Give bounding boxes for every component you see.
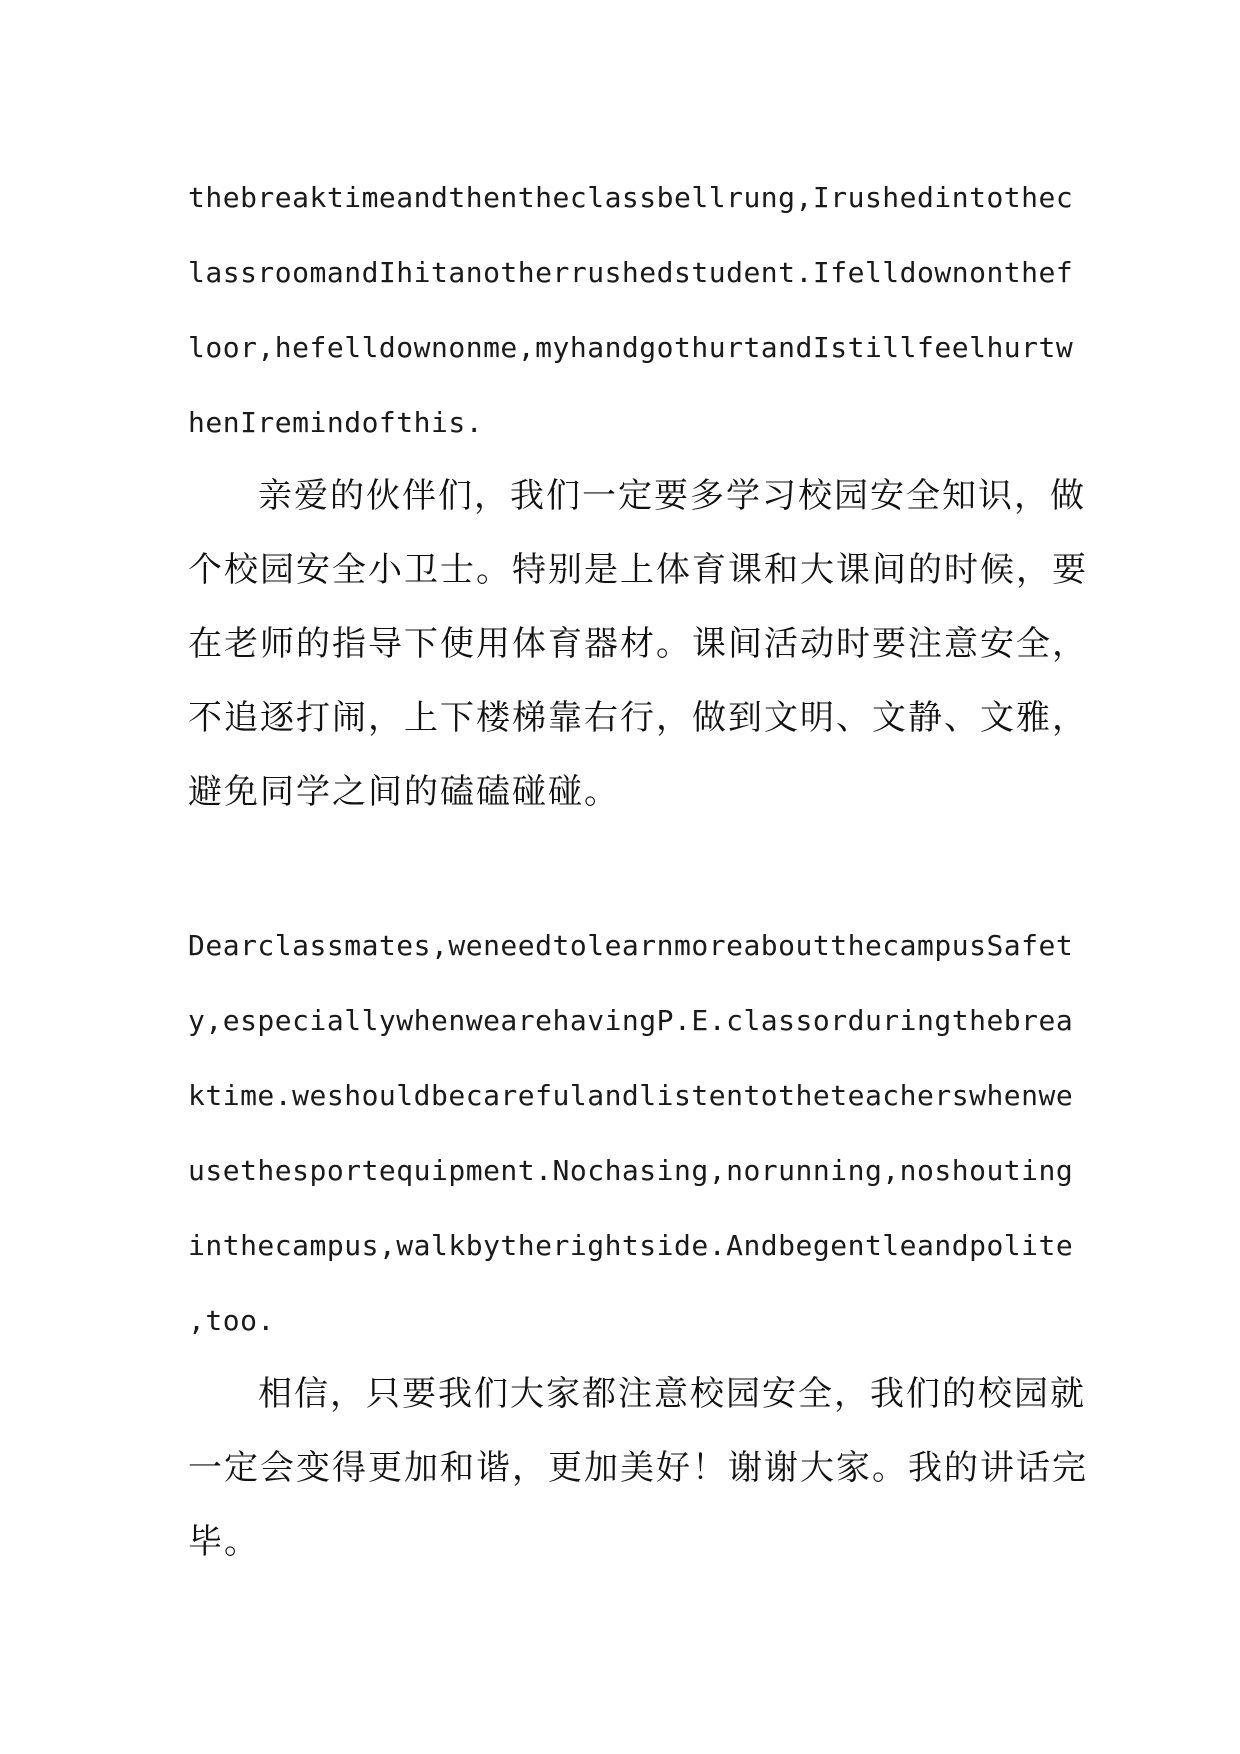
text-line: henIremindofthis.	[188, 406, 484, 439]
text-line: usethesportequipment.Nochasing,norunning,noshouting	[188, 1154, 1074, 1187]
english-story-paragraph	[188, 160, 1074, 460]
text-line: Dearclassmates,weneedtolearnmoreaboutthecampusSafet	[188, 929, 1074, 962]
text-line: lassroomandIhitanotherrushedstudent.Ifelldownonthef	[188, 256, 1074, 289]
text-line: 一定会变得更加和谐，更加美好！谢谢大家。我的讲话完	[188, 1448, 1088, 1488]
text-line: 亲爱的伙伴们，我们一定要多学习校园安全知识，做	[258, 476, 1086, 516]
text-line: 相信，只要我们大家都注意校园安全，我们的校园就	[258, 1374, 1086, 1414]
english-advice-paragraph	[188, 908, 1074, 1358]
text-line: 在老师的指导下使用体育器材。课间活动时要注意安全，	[188, 624, 1088, 664]
text-line: ,too.	[188, 1304, 275, 1337]
text-line: 毕。	[188, 1522, 260, 1562]
text-line: inthecampus,walkbytherightside.Andbegentleandpolite	[188, 1229, 1074, 1262]
text-line: loor,hefelldownonme,myhandgothurtandIstillfeelhurtw	[188, 331, 1074, 364]
chinese-advice-paragraph	[188, 459, 1088, 829]
text-line: y,especiallywhenwearehavingP.E.classorduringthebrea	[188, 1004, 1074, 1037]
chinese-closing-paragraph	[188, 1357, 1088, 1579]
text-line: 个校园安全小卫士。特别是上体育课和大课间的时候，要	[188, 550, 1088, 590]
text-line: 不追逐打闹，上下楼梯靠右行，做到文明、文静、文雅，	[188, 698, 1088, 738]
text-line: ktime.weshouldbecarefulandlistentotheteacherswhenwe	[188, 1079, 1074, 1112]
text-line: thebreaktimeandthentheclassbellrung,Irushedintothec	[188, 181, 1074, 214]
text-line: 避免同学之间的磕磕碰碰。	[188, 772, 620, 812]
